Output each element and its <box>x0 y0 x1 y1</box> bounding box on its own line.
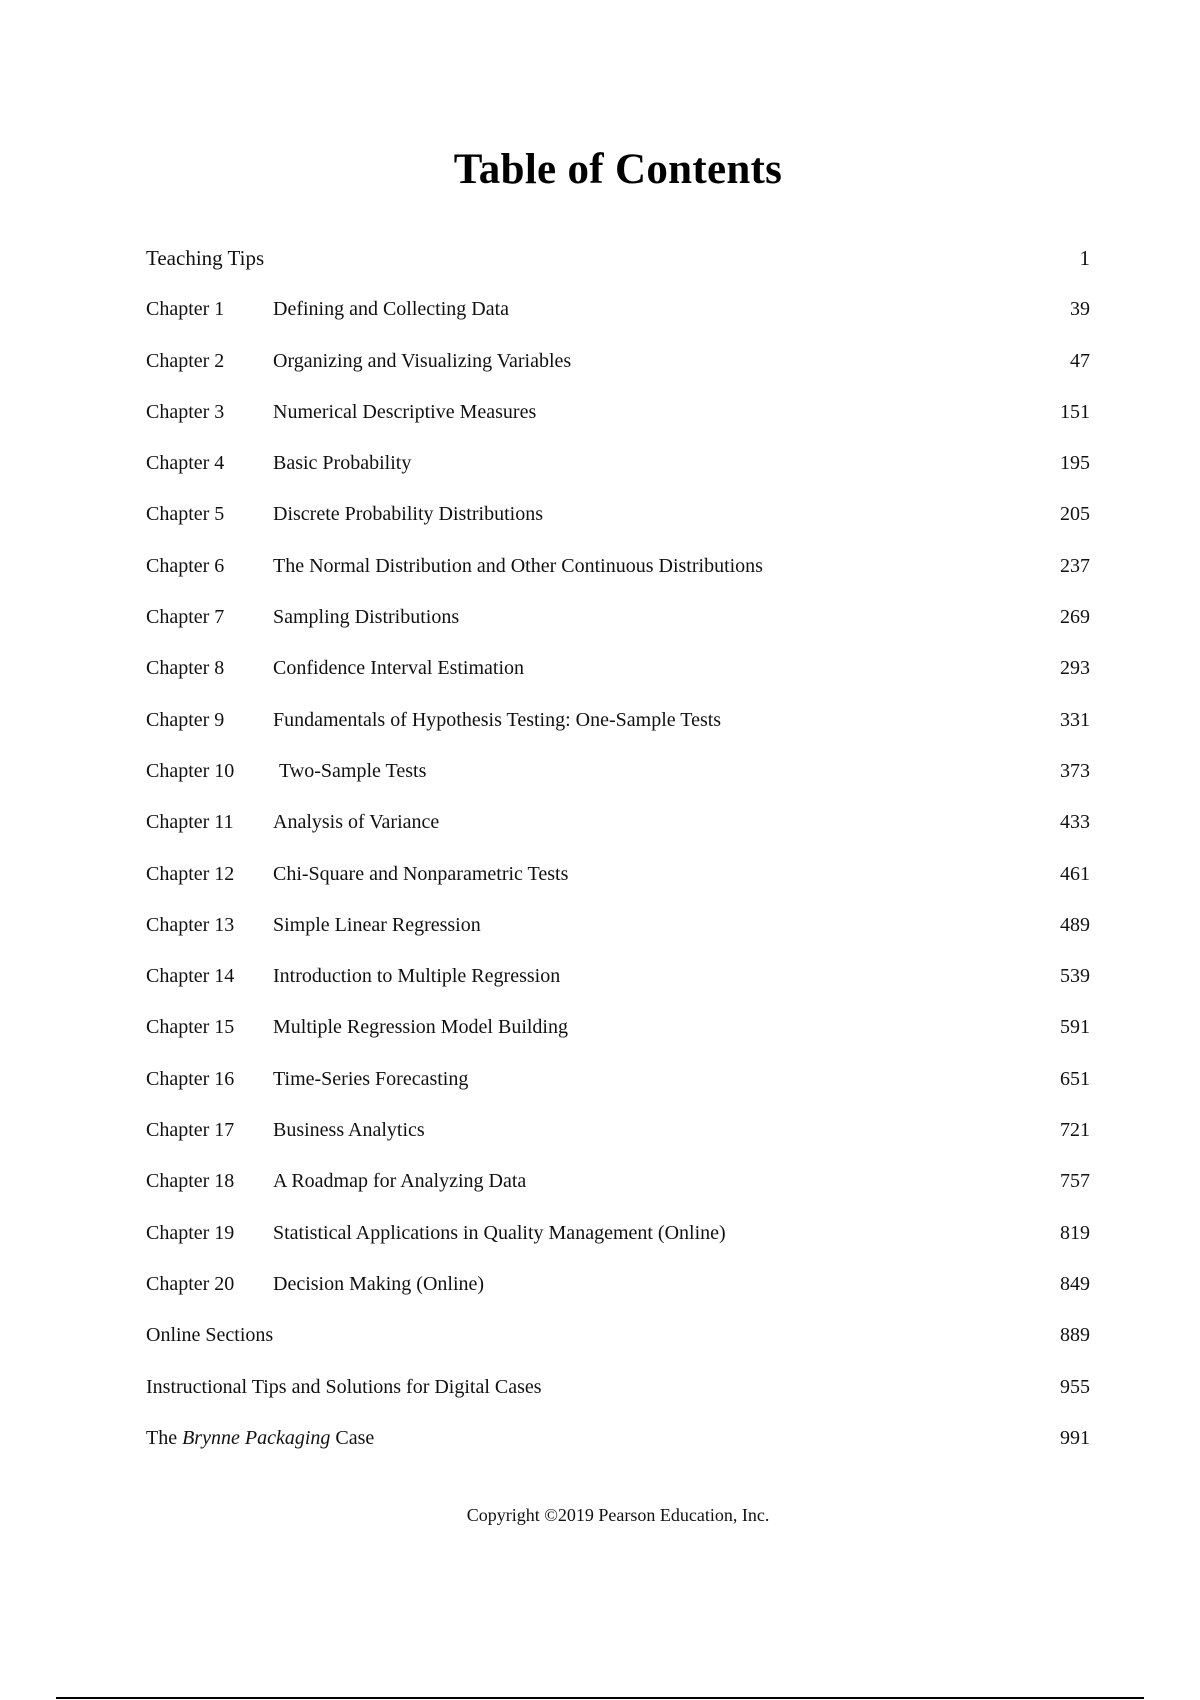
toc-entry-chapter-9[interactable] <box>146 706 1090 757</box>
toc-entry-chapter-17[interactable] <box>146 1116 1090 1167</box>
chapter-title: Time-Series Forecasting <box>273 1067 469 1090</box>
toc-entry-instructional-tips[interactable] <box>146 1373 1090 1424</box>
chapter-page: 433 <box>1060 811 1090 834</box>
toc-entry-chapter-18[interactable] <box>146 1167 1090 1218</box>
chapter-page: 849 <box>1060 1272 1090 1295</box>
chapter-page: 461 <box>1060 862 1090 885</box>
chapter-label: Chapter 10 <box>146 759 235 782</box>
chapter-title: Analysis of Variance <box>273 811 440 834</box>
chapter-page: 373 <box>1060 759 1090 782</box>
toc-entry-title <box>146 1424 374 1452</box>
chapter-label: Chapter 5 <box>146 503 225 526</box>
chapter-label: Chapter 19 <box>146 1221 235 1244</box>
chapter-page: 39 <box>1070 298 1090 321</box>
chapter-label: Chapter 9 <box>146 708 225 731</box>
toc-entry-chapter-5[interactable] <box>146 500 1090 551</box>
toc-entry-chapter-12[interactable] <box>146 860 1090 911</box>
toc-entry-chapter-2[interactable] <box>146 347 1090 398</box>
chapter-page: 47 <box>1070 349 1090 372</box>
chapter-label: Chapter 3 <box>146 400 225 423</box>
chapter-page: 757 <box>1060 1170 1090 1193</box>
chapter-label: Chapter 12 <box>146 862 235 885</box>
toc-entry-chapter-4[interactable] <box>146 449 1090 500</box>
chapter-page: 331 <box>1060 708 1090 731</box>
chapter-page: 539 <box>1060 965 1090 988</box>
chapter-label: Chapter 7 <box>146 606 225 629</box>
toc-entry-online-sections[interactable] <box>146 1321 1090 1372</box>
chapter-page: 195 <box>1060 452 1090 475</box>
chapter-page: 205 <box>1060 503 1090 526</box>
chapter-title: Confidence Interval Estimation <box>273 657 525 680</box>
bottom-rule <box>56 1697 1144 1699</box>
toc-entry-teaching-tips[interactable] <box>146 244 1090 295</box>
chapter-label: Chapter 8 <box>146 657 225 680</box>
chapter-label: Chapter 18 <box>146 1170 235 1193</box>
toc-entry-page: 991 <box>1060 1426 1090 1449</box>
toc-entry-chapter-1[interactable] <box>146 295 1090 346</box>
chapter-page: 151 <box>1060 400 1090 423</box>
chapter-label: Chapter 2 <box>146 349 225 372</box>
chapter-page: 819 <box>1060 1221 1090 1244</box>
chapter-title: Basic Probability <box>273 452 412 475</box>
chapter-title: A Roadmap for Analyzing Data <box>273 1170 527 1193</box>
toc-entry-page: 889 <box>1060 1324 1090 1347</box>
chapter-label: Chapter 13 <box>146 913 235 936</box>
chapter-title: Introduction to Multiple Regression <box>273 965 561 988</box>
chapter-title: Sampling Distributions <box>273 606 460 629</box>
chapter-title: Business Analytics <box>273 1119 425 1142</box>
toc-entry-chapter-3[interactable] <box>146 398 1090 449</box>
toc-entry-chapter-16[interactable] <box>146 1065 1090 1116</box>
toc-entry-chapter-20[interactable] <box>146 1270 1090 1321</box>
chapter-page: 269 <box>1060 606 1090 629</box>
chapter-title: Fundamentals of Hypothesis Testing: One-Sample Tests <box>273 708 722 731</box>
chapter-label: Chapter 6 <box>146 554 225 577</box>
toc-entry-chapter-13[interactable] <box>146 911 1090 962</box>
chapter-label: Chapter 4 <box>146 452 225 475</box>
toc-entry-title: Online Sections <box>146 1324 274 1347</box>
toc-entry-chapter-19[interactable] <box>146 1219 1090 1270</box>
chapter-label: Chapter 1 <box>146 298 225 321</box>
chapter-page: 293 <box>1060 657 1090 680</box>
toc-list <box>146 244 1090 1475</box>
chapter-page: 721 <box>1060 1119 1090 1142</box>
chapter-label: Chapter 11 <box>146 811 234 834</box>
toc-entry-chapter-7[interactable] <box>146 603 1090 654</box>
chapter-label: Chapter 20 <box>146 1272 235 1295</box>
toc-entry-brynne-case[interactable] <box>146 1424 1090 1475</box>
toc-entry-chapter-14[interactable] <box>146 962 1090 1013</box>
chapter-label: Chapter 16 <box>146 1067 235 1090</box>
chapter-title: Organizing and Visualizing Variables <box>273 349 572 372</box>
toc-entry-title: Teaching Tips <box>146 246 265 270</box>
toc-entry-page: 1 <box>1079 246 1090 270</box>
chapter-title: The Normal Distribution and Other Continuous Distributions <box>273 554 763 577</box>
chapter-page: 591 <box>1060 1016 1090 1039</box>
toc-entry-chapter-11[interactable] <box>146 808 1090 859</box>
chapter-title: Multiple Regression Model Building <box>273 1016 568 1039</box>
chapter-title: Simple Linear Regression <box>273 913 481 936</box>
title-prefix: The <box>146 1426 178 1449</box>
chapter-page: 489 <box>1060 913 1090 936</box>
chapter-label: Chapter 14 <box>146 965 235 988</box>
toc-entry-page: 955 <box>1060 1375 1090 1398</box>
chapter-title: Numerical Descriptive Measures <box>273 400 537 423</box>
chapter-page: 237 <box>1060 554 1090 577</box>
toc-entry-chapter-15[interactable] <box>146 1013 1090 1064</box>
title-italic: Brynne Packaging <box>182 1426 331 1449</box>
chapter-title: Defining and Collecting Data <box>273 298 510 321</box>
chapter-title: Discrete Probability Distributions <box>273 503 543 526</box>
chapter-title: Statistical Applications in Quality Management (Online) <box>273 1221 726 1244</box>
chapter-page: 651 <box>1060 1067 1090 1090</box>
chapter-title: Two-Sample Tests <box>279 759 427 782</box>
copyright-notice: Copyright ©2019 Pearson Education, Inc. <box>466 1505 770 1525</box>
chapter-label: Chapter 17 <box>146 1119 235 1142</box>
chapter-label: Chapter 15 <box>146 1016 235 1039</box>
chapter-title: Chi-Square and Nonparametric Tests <box>273 862 569 885</box>
toc-entry-chapter-10[interactable] <box>146 757 1090 808</box>
toc-entry-chapter-6[interactable] <box>146 552 1090 603</box>
toc-entry-title: Instructional Tips and Solutions for Digital Cases <box>146 1375 542 1398</box>
chapter-title: Decision Making (Online) <box>273 1272 485 1295</box>
title-suffix: Case <box>335 1426 375 1449</box>
page-title: Table of Contents <box>453 146 783 193</box>
toc-entry-chapter-8[interactable] <box>146 654 1090 705</box>
